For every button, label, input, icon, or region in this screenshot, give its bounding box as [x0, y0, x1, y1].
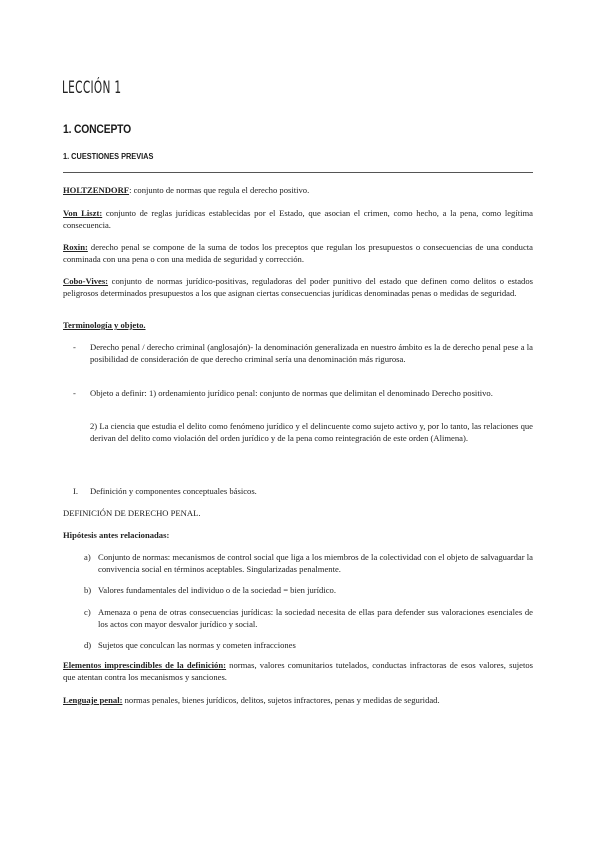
list-marker: b)	[84, 585, 92, 595]
definition-text: : conjunto de normas que regula el derecho positivo.	[129, 185, 310, 195]
list-item: Amenaza o pena de otras consecuencias jurídicas: la sociedad necesita de ellas para defender sus valoraciones esenciales de los actos con mayor desvalor jurídico y social.	[98, 607, 533, 629]
lesson-title: LECCIÓN 1	[62, 78, 122, 98]
section-heading: 1. CONCEPTO	[63, 124, 132, 136]
elements-text: normas, valores comunitarios tutelados, conductas infractoras de esos valores, sujetos que atentan contra los mecanismos y sanciones.	[63, 660, 533, 682]
definition-holtzendorf	[63, 185, 533, 197]
definition-text: conjunto de normas jurídico-positivas, reguladoras del poder punitivo del estado que definen como delitos o estados peligrosos determinados presupuestos a los que asignan ciertas consecuencias jurídicas denominadas penas o medidas de seguridad.	[63, 276, 533, 298]
roman-marker: I.	[73, 486, 79, 496]
language-text: normas penales, bienes jurídicos, delitos, sujetos infractores, penas y medidas de seguridad.	[122, 695, 440, 705]
definition-roxin	[63, 242, 533, 265]
definition-von-liszt	[63, 208, 533, 231]
elements-label: Elementos imprescindibles de la definición:	[63, 660, 226, 670]
list-item: Sujetos que conculcan las normas y cometen infracciones	[98, 640, 296, 650]
subsection-heading: 1. CUESTIONES PREVIAS	[63, 152, 154, 161]
language-paragraph	[63, 695, 533, 707]
list-item: Conjunto de normas: mecanismos de control social que liga a los miembros de la colectividad con el objeto de salvaguardar la convivencia social en términos aceptables. Singularizadas penalmente.	[98, 552, 533, 574]
definition-text: derecho penal se compone de la suma de todos los preceptos que regulan los presupuestos o consecuencias de una conducta conminada con una pena o con una medida de seguridad y corrección.	[63, 242, 533, 264]
definition-label: Cobo-Vives:	[63, 276, 109, 286]
list-item: Valores fundamentales del individuo o de la sociedad = bien jurídico.	[98, 585, 337, 595]
dash-marker: -	[73, 388, 76, 398]
hypothesis-heading: Hipótesis antes relacionadas:	[63, 530, 170, 540]
terminology-heading: Terminología y objeto.	[63, 320, 146, 330]
elements-paragraph	[63, 660, 533, 683]
definition-cobo-vives	[63, 276, 533, 299]
object-second-definition: 2) La ciencia que estudia el delito como fenómeno jurídico y el delincuente como sujeto activo y, por lo tanto, las relaciones que derivan del delito como violación del orden jurídico y de la pena como reintegración de este orden (Alimena).	[90, 421, 533, 443]
definition-text: conjunto de reglas jurídicas establecidas por el Estado, que asocian el crimen, como hecho, a la pena, como legítima consecuencia.	[63, 208, 533, 230]
definition-label: HOLTZENDORF	[63, 185, 130, 195]
definition-heading: DEFINICIÓN DE DERECHO PENAL.	[63, 508, 201, 518]
horizontal-rule	[63, 172, 533, 173]
list-item: Derecho penal / derecho criminal (anglosajón)- la denominación generalizada en nuestro ámbito es la de derecho penal pese a la posibilidad de consideración de que derecho criminal sería una denominación más rigurosa.	[90, 342, 533, 364]
list-marker: a)	[84, 552, 91, 562]
list-marker: c)	[84, 607, 91, 617]
language-label: Lenguaje penal:	[63, 695, 123, 705]
definition-label: Von Liszt:	[63, 208, 103, 218]
definition-label: Roxin:	[63, 242, 88, 252]
list-marker: d)	[84, 640, 92, 650]
roman-item: Definición y componentes conceptuales básicos.	[90, 486, 257, 496]
dash-marker: -	[73, 342, 76, 352]
list-item: Objeto a definir: 1) ordenamiento jurídico penal: conjunto de normas que delimitan el denominado Derecho positivo.	[90, 388, 493, 398]
